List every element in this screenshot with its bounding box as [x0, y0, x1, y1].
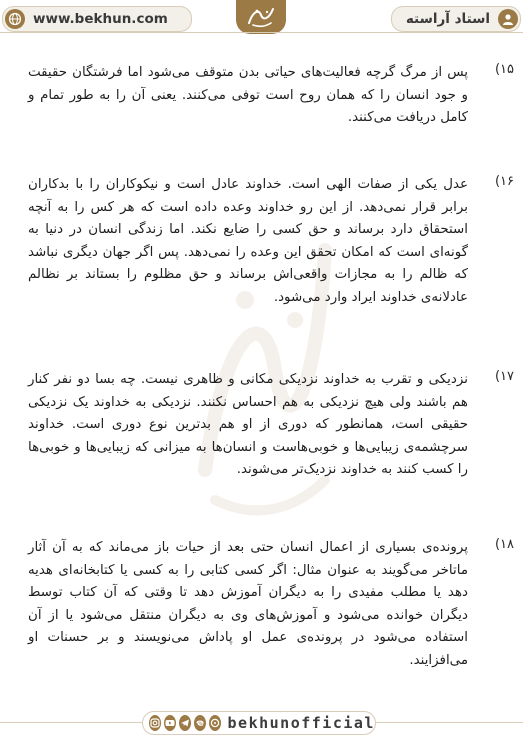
calligraphy-logo: [236, 0, 286, 34]
paragraph-18: پرونده‌ی بسیاری از اعمال انسان حتی بعد از حیات باز می‌ماند که به آن آثار ماتاخر می‌گویند به عنوان مثال: اگر کسی کتابی را به کسی یا کتابخانه‌ای هدیه دهد یا مطلب مفیدی را به دیگران آموزش دهد تا وقتی که آن کتاب توسط دیگران خوانده می‌شود و آموزش‌های وی به دیگران منتقل می‌شود یا از آن استفاده می‌شود در پرونده‌ی عمل او پاداش می‌نویسند و بر حسنات او می‌افزایند.: [28, 540, 468, 668]
paragraph-number: ۱۷): [494, 369, 514, 384]
header-divider: [0, 32, 523, 33]
globe-icon: [5, 9, 25, 29]
instagram-icon[interactable]: [149, 715, 161, 731]
footer: [0, 708, 523, 740]
telegram-icon[interactable]: [179, 715, 191, 731]
website-url[interactable]: www.bekhun.com: [33, 11, 168, 27]
youtube-icon[interactable]: [164, 715, 176, 731]
paragraph-number: ۱۵): [494, 62, 514, 77]
paragraph-number: ۱۶): [494, 174, 514, 189]
user-icon: [498, 9, 518, 29]
paragraph-17: نزدیکی و تقرب به خداوند نزدیکی مکانی و ظاهری نیست. چه بسا دو نفر کنار هم باشند ولی هیچ نزدیکی به هم احساس نکنند. نزدیکی به خداوند یک نزدیکی حقیقی است، همانطور که دوری از او هم بدترین نوع دوری است. خداوند سرچشمه‌ی زیبایی‌ها و خوبی‌هاست و انسان‌ها به میزانی که زیبایی‌ها و خوبی‌ها را کسب کنند به خداوند نزدیک‌تر می‌شوند.: [28, 372, 468, 477]
eitaa-icon[interactable]: [194, 715, 206, 731]
author-name: استاد آراسته: [405, 11, 490, 27]
header: [0, 0, 523, 34]
paragraph-15: پس از مرگ گرچه فعالیت‌های حیاتی بدن متوقف می‌شود اما فرشتگان حقیقت و جود انسان را که همان روح است توفی می‌کنند. یعنی آن را به طور تمام و کامل دریافت می‌کنند.: [28, 65, 468, 125]
aparat-icon[interactable]: [209, 715, 221, 731]
paragraph-number: ۱۸): [494, 537, 514, 552]
social-handle[interactable]: bekhunofficial: [227, 714, 375, 732]
social-bar[interactable]: [142, 711, 376, 735]
paragraph-16: عدل یکی از صفات الهی است. خداوند عادل است و نیکوکاران را با بدکاران برابر قرار نمی‌دهد. از این رو خداوند وعده داده است که هر کس را به آنچه استحقاق دارد برساند و حق کسی را ضایع نکند. اما زندگی انسان در دنیا به گونه‌ای است که امکان تحقق این وعده را نمی‌دهد. پس اگر جهان دیگری نباشد که ظالم را به مجازات واقعی‌اش برساند و حق مظلوم را بستاند بر نظالم عادلانه‌ی خداوند ایراد وارد می‌شود.: [28, 177, 468, 305]
website-badge[interactable]: [2, 6, 192, 32]
author-badge: [391, 6, 521, 32]
